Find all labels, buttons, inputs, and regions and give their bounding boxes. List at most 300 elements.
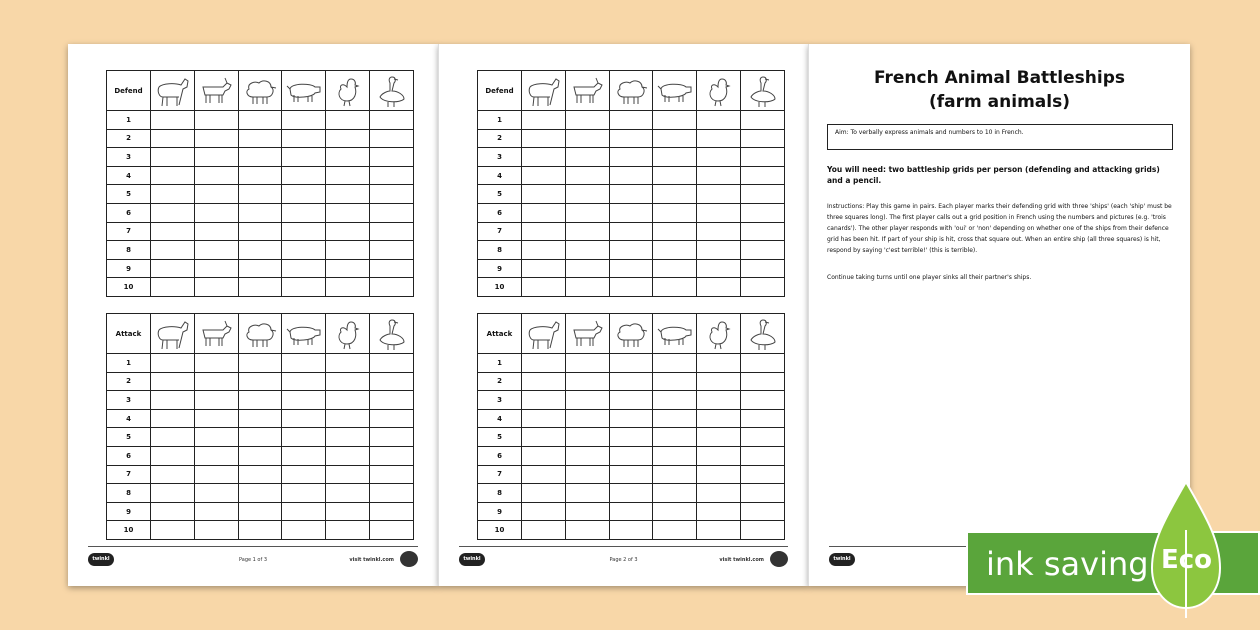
grid-cell[interactable] — [282, 502, 326, 521]
grid-cell[interactable] — [369, 148, 413, 167]
grid-cell[interactable] — [565, 502, 609, 521]
grid-cell[interactable] — [194, 148, 238, 167]
grid-cell[interactable] — [697, 203, 741, 222]
grid-cell[interactable] — [565, 129, 609, 148]
grid-cell[interactable] — [282, 259, 326, 278]
grid-cell[interactable] — [238, 484, 282, 503]
grid-cell[interactable] — [369, 428, 413, 447]
grid-cell[interactable] — [522, 484, 566, 503]
grid-cell[interactable] — [609, 148, 653, 167]
grid-row — [478, 428, 785, 447]
grid-cell[interactable] — [151, 259, 195, 278]
grid-cell[interactable] — [653, 409, 697, 428]
grid-row — [478, 502, 785, 521]
grid-cell[interactable] — [740, 129, 784, 148]
grid-cell[interactable] — [565, 521, 609, 540]
grid-cell[interactable] — [522, 409, 566, 428]
grid-cell[interactable] — [369, 409, 413, 428]
grid-cell[interactable] — [653, 502, 697, 521]
grid-cell[interactable] — [653, 391, 697, 410]
grid-cell[interactable] — [369, 241, 413, 260]
grid-cell[interactable] — [653, 465, 697, 484]
grid-cell[interactable] — [369, 502, 413, 521]
grid-cell[interactable] — [697, 446, 741, 465]
row-number: 10 — [107, 521, 151, 540]
grid-cell[interactable] — [697, 409, 741, 428]
grid-cell[interactable] — [609, 185, 653, 204]
grid-cell[interactable] — [326, 521, 370, 540]
grid-cell[interactable] — [697, 278, 741, 297]
animal-column-header — [653, 314, 697, 354]
grid-cell[interactable] — [326, 241, 370, 260]
row-number: 5 — [478, 428, 522, 447]
grid-cell[interactable] — [238, 391, 282, 410]
grid-row — [107, 354, 414, 373]
grid-cell[interactable] — [369, 372, 413, 391]
grid-cell[interactable] — [194, 222, 238, 241]
grid-cell[interactable] — [609, 521, 653, 540]
grid-cell[interactable] — [369, 354, 413, 373]
grid-cell[interactable] — [194, 354, 238, 373]
grid-cell[interactable] — [697, 166, 741, 185]
animal-column-header — [609, 71, 653, 111]
grid-cell[interactable] — [522, 148, 566, 167]
grid-row — [107, 391, 414, 410]
grid-cell[interactable] — [194, 502, 238, 521]
row-number: 3 — [107, 391, 151, 410]
grid-cell[interactable] — [522, 259, 566, 278]
grid-cell[interactable] — [697, 484, 741, 503]
grid-cell[interactable] — [522, 278, 566, 297]
grid-cell[interactable] — [609, 391, 653, 410]
grid-cell[interactable] — [282, 111, 326, 130]
grid-cell[interactable] — [194, 428, 238, 447]
grid-cell[interactable] — [609, 484, 653, 503]
grid-cell[interactable] — [238, 111, 282, 130]
animal-column-header — [194, 314, 238, 354]
grid-cell[interactable] — [697, 391, 741, 410]
grid-cell[interactable] — [326, 203, 370, 222]
grid-cell[interactable] — [565, 111, 609, 130]
grid-cell[interactable] — [609, 111, 653, 130]
grid-cell[interactable] — [151, 111, 195, 130]
grid-cell[interactable] — [194, 203, 238, 222]
grid-cell[interactable] — [565, 372, 609, 391]
grid-cell[interactable] — [326, 428, 370, 447]
grid-cell[interactable] — [740, 372, 784, 391]
grid-cell[interactable] — [653, 148, 697, 167]
horse-icon — [523, 73, 563, 109]
grid-cell[interactable] — [369, 446, 413, 465]
row-number: 4 — [107, 166, 151, 185]
defend-label: Defend — [107, 71, 151, 111]
grid-cell[interactable] — [369, 203, 413, 222]
grid-cell[interactable] — [238, 446, 282, 465]
grid-cell[interactable] — [522, 241, 566, 260]
grid-cell[interactable] — [194, 372, 238, 391]
grid-cell[interactable] — [609, 259, 653, 278]
goose-icon — [742, 316, 782, 352]
grid-row — [478, 148, 785, 167]
grid-cell[interactable] — [522, 185, 566, 204]
grid-cell[interactable] — [238, 465, 282, 484]
grid-cell[interactable] — [282, 241, 326, 260]
grid-cell[interactable] — [565, 185, 609, 204]
grid-cell[interactable] — [326, 111, 370, 130]
grid-cell[interactable] — [282, 203, 326, 222]
grid-row — [478, 259, 785, 278]
grid-cell[interactable] — [522, 111, 566, 130]
grid-cell[interactable] — [740, 241, 784, 260]
grid-cell[interactable] — [565, 354, 609, 373]
grid-cell[interactable] — [151, 465, 195, 484]
row-number: 8 — [107, 484, 151, 503]
grid-cell[interactable] — [697, 502, 741, 521]
ink-saving-label: ink saving — [986, 545, 1149, 583]
grid-cell[interactable] — [522, 129, 566, 148]
grid-cell[interactable] — [697, 222, 741, 241]
grid-cell[interactable] — [740, 465, 784, 484]
grid-cell[interactable] — [653, 241, 697, 260]
grid-cell[interactable] — [653, 521, 697, 540]
row-number: 2 — [107, 372, 151, 391]
pig-icon — [655, 73, 695, 109]
grid-cell[interactable] — [653, 278, 697, 297]
grid-cell[interactable] — [151, 185, 195, 204]
grid-cell[interactable] — [326, 372, 370, 391]
grid-cell[interactable] — [326, 391, 370, 410]
grid-cell[interactable] — [151, 446, 195, 465]
grid-cell[interactable] — [369, 166, 413, 185]
grid-cell[interactable] — [740, 446, 784, 465]
grid-cell[interactable] — [282, 521, 326, 540]
grid-cell[interactable] — [326, 354, 370, 373]
grid-cell[interactable] — [609, 166, 653, 185]
grid-cell[interactable] — [653, 129, 697, 148]
grid-cell[interactable] — [151, 129, 195, 148]
row-number: 6 — [107, 446, 151, 465]
row-number: 8 — [478, 484, 522, 503]
grid-cell[interactable] — [653, 484, 697, 503]
grid-cell[interactable] — [369, 222, 413, 241]
grid-cell[interactable] — [369, 521, 413, 540]
grid-cell[interactable] — [565, 465, 609, 484]
grid-cell[interactable] — [609, 278, 653, 297]
row-number: 5 — [478, 185, 522, 204]
grid-row — [107, 428, 414, 447]
grid-cell[interactable] — [740, 111, 784, 130]
grid-cell[interactable] — [194, 521, 238, 540]
grid-cell[interactable] — [282, 446, 326, 465]
grid-cell[interactable] — [522, 502, 566, 521]
grid-cell[interactable] — [151, 203, 195, 222]
grid-cell[interactable] — [369, 185, 413, 204]
grid-cell[interactable] — [565, 446, 609, 465]
grid-cell[interactable] — [194, 446, 238, 465]
grid-cell[interactable] — [194, 111, 238, 130]
grid-cell[interactable] — [697, 354, 741, 373]
grid-cell[interactable] — [151, 502, 195, 521]
grid-cell[interactable] — [282, 391, 326, 410]
grid-cell[interactable] — [238, 502, 282, 521]
row-number: 9 — [107, 259, 151, 278]
grid-cell[interactable] — [609, 241, 653, 260]
grid-cell[interactable] — [194, 129, 238, 148]
row-number: 7 — [478, 222, 522, 241]
row-number: 5 — [107, 428, 151, 447]
grid-cell[interactable] — [697, 241, 741, 260]
grid-cell[interactable] — [522, 166, 566, 185]
animal-column-header — [522, 314, 566, 354]
grid-cell[interactable] — [326, 502, 370, 521]
grid-cell[interactable] — [740, 354, 784, 373]
grid-cell[interactable] — [238, 259, 282, 278]
grid-cell[interactable] — [369, 278, 413, 297]
grid-cell[interactable] — [740, 278, 784, 297]
grid-cell[interactable] — [282, 278, 326, 297]
grid-cell[interactable] — [282, 372, 326, 391]
grid-cell[interactable] — [609, 354, 653, 373]
grid-cell[interactable] — [369, 465, 413, 484]
row-number: 5 — [107, 185, 151, 204]
grid-cell[interactable] — [565, 409, 609, 428]
grid-cell[interactable] — [565, 259, 609, 278]
defend-grid — [106, 70, 414, 297]
grid-cell[interactable] — [522, 428, 566, 447]
grid-row — [478, 446, 785, 465]
grid-row — [478, 521, 785, 540]
grid-cell[interactable] — [609, 465, 653, 484]
grid-cell[interactable] — [151, 222, 195, 241]
page-number: Page 2 of 3 — [609, 557, 638, 563]
chicken-icon — [699, 316, 739, 352]
grid-cell[interactable] — [194, 465, 238, 484]
animal-column-header — [697, 314, 741, 354]
animal-column-header — [326, 314, 370, 354]
grid-cell[interactable] — [697, 465, 741, 484]
grid-cell[interactable] — [326, 484, 370, 503]
grid-cell[interactable] — [609, 502, 653, 521]
continue-text: Continue taking turns until one player sinks all their partner's ships. — [827, 274, 1032, 281]
grid-cell[interactable] — [326, 166, 370, 185]
grid-cell[interactable] — [653, 372, 697, 391]
grid-cell[interactable] — [151, 166, 195, 185]
grid-cell[interactable] — [238, 185, 282, 204]
grid-cell[interactable] — [369, 111, 413, 130]
grid-cell[interactable] — [522, 222, 566, 241]
grid-cell[interactable] — [609, 222, 653, 241]
grid-cell[interactable] — [151, 484, 195, 503]
grid-cell[interactable] — [326, 129, 370, 148]
grid-cell[interactable] — [697, 259, 741, 278]
attack-label: Attack — [478, 314, 522, 354]
grid-cell[interactable] — [565, 484, 609, 503]
grid-cell[interactable] — [151, 409, 195, 428]
grid-row — [107, 241, 414, 260]
grid-cell[interactable] — [238, 148, 282, 167]
grid-cell[interactable] — [565, 428, 609, 447]
horse-icon — [523, 316, 563, 352]
animal-column-header — [740, 71, 784, 111]
grid-cell[interactable] — [740, 166, 784, 185]
grid-cell[interactable] — [565, 203, 609, 222]
grid-cell[interactable] — [522, 354, 566, 373]
grid-cell[interactable] — [565, 278, 609, 297]
goat-icon — [567, 316, 607, 352]
grid-cell[interactable] — [609, 372, 653, 391]
grid-cell[interactable] — [238, 428, 282, 447]
grid-cell[interactable] — [740, 484, 784, 503]
grid-cell[interactable] — [326, 148, 370, 167]
grid-cell[interactable] — [282, 129, 326, 148]
page-footer — [88, 546, 418, 576]
grid-cell[interactable] — [653, 185, 697, 204]
grid-cell[interactable] — [565, 241, 609, 260]
grid-cell[interactable] — [194, 278, 238, 297]
grid-cell[interactable] — [151, 278, 195, 297]
grid-cell[interactable] — [238, 129, 282, 148]
grid-cell[interactable] — [653, 428, 697, 447]
attack-grid — [477, 313, 785, 540]
grid-cell[interactable] — [326, 259, 370, 278]
grid-cell[interactable] — [522, 521, 566, 540]
page-footer — [459, 546, 788, 576]
grid-cell[interactable] — [609, 428, 653, 447]
grid-cell[interactable] — [609, 446, 653, 465]
grid-cell[interactable] — [565, 166, 609, 185]
grid-cell[interactable] — [369, 259, 413, 278]
grid-cell[interactable] — [282, 484, 326, 503]
grid-cell[interactable] — [151, 428, 195, 447]
grid-cell[interactable] — [609, 203, 653, 222]
animal-column-header — [522, 71, 566, 111]
grid-cell[interactable] — [282, 465, 326, 484]
grid-cell[interactable] — [740, 259, 784, 278]
grid-cell[interactable] — [194, 391, 238, 410]
grid-cell[interactable] — [151, 241, 195, 260]
grid-cell[interactable] — [740, 148, 784, 167]
grid-cell[interactable] — [565, 222, 609, 241]
title-line-1: French Animal Battleships — [873, 68, 1126, 88]
grid-cell[interactable] — [194, 185, 238, 204]
grid-cell[interactable] — [238, 521, 282, 540]
grid-cell[interactable] — [326, 446, 370, 465]
grid-cell[interactable] — [238, 166, 282, 185]
row-number: 6 — [478, 203, 522, 222]
grid-cell[interactable] — [740, 203, 784, 222]
grid-row — [478, 278, 785, 297]
grid-cell[interactable] — [238, 372, 282, 391]
grid-cell[interactable] — [740, 222, 784, 241]
grid-cell[interactable] — [653, 354, 697, 373]
grid-cell[interactable] — [522, 446, 566, 465]
grid-cell[interactable] — [369, 391, 413, 410]
grid-cell[interactable] — [740, 502, 784, 521]
grid-cell[interactable] — [697, 185, 741, 204]
grid-cell[interactable] — [194, 409, 238, 428]
grid-cell[interactable] — [697, 521, 741, 540]
grid-cell[interactable] — [697, 111, 741, 130]
grid-cell[interactable] — [238, 409, 282, 428]
row-number: 1 — [107, 111, 151, 130]
grid-cell[interactable] — [740, 185, 784, 204]
worksheet-page-2 — [438, 44, 808, 586]
grid-cell[interactable] — [282, 222, 326, 241]
grid-cell[interactable] — [522, 391, 566, 410]
grid-cell[interactable] — [282, 185, 326, 204]
grid-cell[interactable] — [740, 521, 784, 540]
grid-cell[interactable] — [653, 259, 697, 278]
grid-cell[interactable] — [697, 129, 741, 148]
grid-cell[interactable] — [282, 409, 326, 428]
grid-cell[interactable] — [609, 129, 653, 148]
grid-cell[interactable] — [653, 203, 697, 222]
grid-cell[interactable] — [151, 372, 195, 391]
grid-cell[interactable] — [282, 148, 326, 167]
grid-cell[interactable] — [238, 278, 282, 297]
grid-cell[interactable] — [522, 465, 566, 484]
grid-cell[interactable] — [565, 391, 609, 410]
grid-cell[interactable] — [697, 148, 741, 167]
grid-cell[interactable] — [522, 372, 566, 391]
grid-row — [478, 484, 785, 503]
grid-cell[interactable] — [609, 409, 653, 428]
grid-cell[interactable] — [653, 446, 697, 465]
grid-cell[interactable] — [238, 354, 282, 373]
grid-cell[interactable] — [565, 148, 609, 167]
grid-cell[interactable] — [326, 185, 370, 204]
chicken-icon — [328, 316, 368, 352]
grid-cell[interactable] — [740, 428, 784, 447]
grid-cell[interactable] — [740, 409, 784, 428]
grid-cell[interactable] — [151, 354, 195, 373]
page-title — [829, 66, 1170, 114]
sheep-icon — [611, 73, 651, 109]
grid-cell[interactable] — [653, 111, 697, 130]
grid-cell[interactable] — [326, 278, 370, 297]
grid-cell[interactable] — [326, 222, 370, 241]
title-line-2: (farm animals) — [929, 92, 1070, 112]
grid-cell[interactable] — [740, 391, 784, 410]
grid-cell[interactable] — [369, 129, 413, 148]
grid-cell[interactable] — [151, 148, 195, 167]
grid-row — [107, 185, 414, 204]
grid-cell[interactable] — [194, 484, 238, 503]
grid-cell[interactable] — [238, 241, 282, 260]
grid-cell[interactable] — [697, 372, 741, 391]
grid-cell[interactable] — [151, 521, 195, 540]
grid-cell[interactable] — [238, 203, 282, 222]
row-number: 8 — [107, 241, 151, 260]
grid-cell[interactable] — [369, 484, 413, 503]
grid-cell[interactable] — [653, 222, 697, 241]
grid-cell[interactable] — [282, 354, 326, 373]
grid-cell[interactable] — [151, 391, 195, 410]
grid-cell[interactable] — [326, 409, 370, 428]
grid-cell[interactable] — [653, 166, 697, 185]
materials-text: You will need: two battleship grids per person (defending and attacking grids) and a pencil. — [827, 165, 1160, 185]
grid-cell[interactable] — [194, 259, 238, 278]
grid-cell[interactable] — [282, 166, 326, 185]
grid-cell[interactable] — [522, 203, 566, 222]
grid-cell[interactable] — [238, 222, 282, 241]
attack-grid — [106, 313, 414, 540]
grid-cell[interactable] — [194, 166, 238, 185]
grid-cell[interactable] — [194, 241, 238, 260]
grid-cell[interactable] — [326, 465, 370, 484]
grid-cell[interactable] — [282, 428, 326, 447]
grid-cell[interactable] — [697, 428, 741, 447]
